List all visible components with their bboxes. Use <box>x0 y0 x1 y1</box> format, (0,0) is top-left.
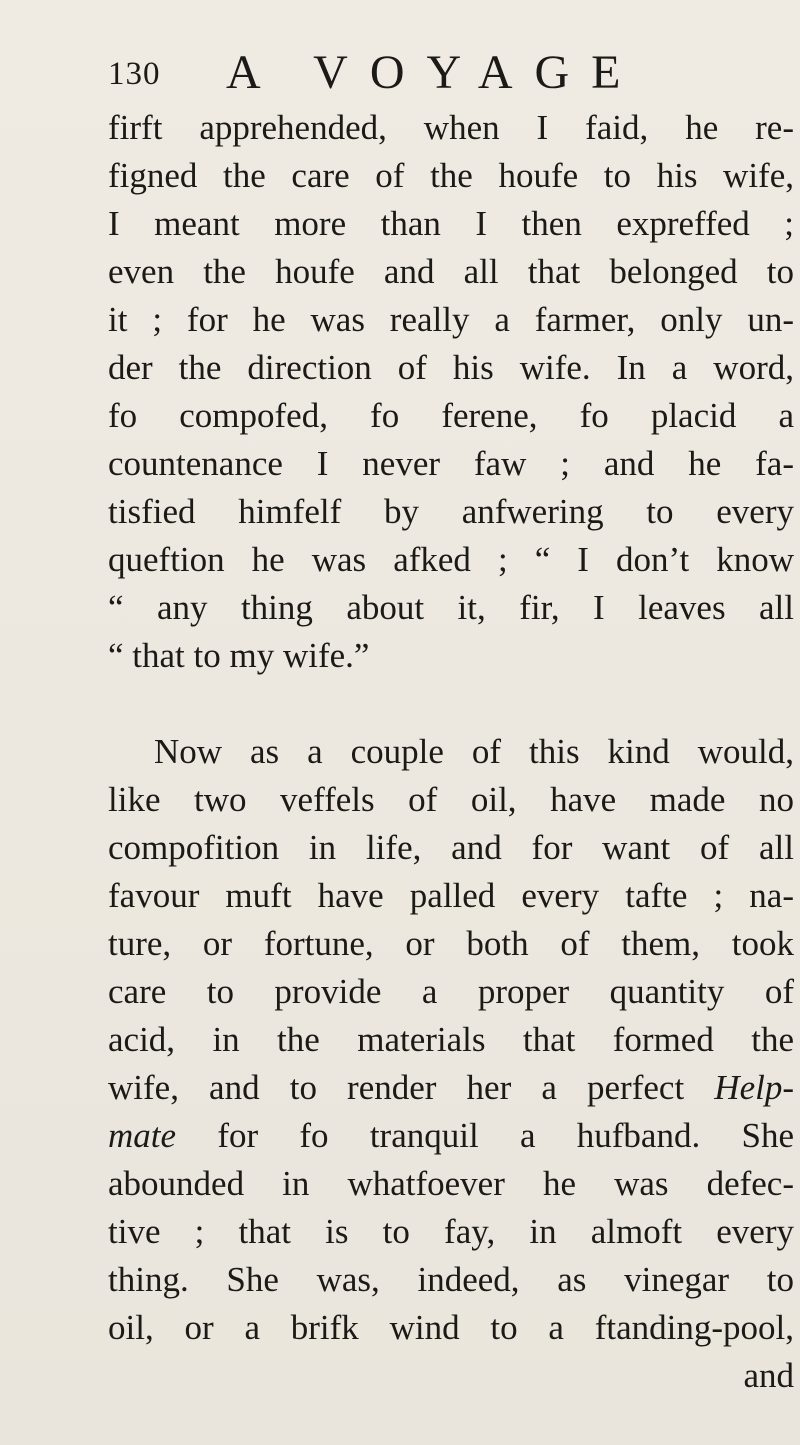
italic-word: Help- <box>714 1068 794 1107</box>
running-head: A VOYAGE <box>226 46 643 99</box>
text-line: care to provide a proper quantity of <box>108 972 794 1011</box>
text-line: tive ; that is to fay, in almoft every <box>108 1212 794 1251</box>
text-line: fo compofed, fo ferene, fo placid a <box>108 396 794 435</box>
page-number: 130 <box>108 56 161 92</box>
page-header <box>108 48 748 98</box>
text-line: acid, in the materials that formed the <box>108 1020 794 1059</box>
text-line: “ any thing about it, fir, I leaves all <box>108 588 794 627</box>
text-line: mate for fo tranquil a hufband. She <box>108 1116 794 1155</box>
text-line: even the houfe and all that belonged to <box>108 252 794 291</box>
text-line: countenance I never faw ; and he fa- <box>108 444 794 483</box>
text-line: compofition in life, and for want of all <box>108 828 794 867</box>
text-line: thing. She was, indeed, as vinegar to <box>108 1260 794 1299</box>
body-text <box>108 104 794 1400</box>
text-line: figned the care of the houfe to his wife, <box>108 156 794 195</box>
text-line: wife, and to render her a perfect Help- <box>108 1068 794 1107</box>
text-line: favour muft have palled every tafte ; na- <box>108 876 794 915</box>
italic-word: mate <box>108 1116 177 1155</box>
text-line: der the direction of his wife. In a word, <box>108 348 794 387</box>
text-line: “ that to my wife.” <box>108 636 370 675</box>
text-line: queftion he was afked ; “ I don’t know <box>108 540 794 579</box>
paragraph-gap <box>108 680 794 728</box>
text-line: I meant more than I then expreffed ; <box>108 204 794 243</box>
text-line: abounded in whatfoever he was defec- <box>108 1164 794 1203</box>
text-line: oil, or a brifk wind to a ftanding-pool, <box>108 1308 794 1347</box>
text-line: firft apprehended, when I faid, he re- <box>108 108 794 147</box>
text-line: like two veffels of oil, have made no <box>108 780 794 819</box>
text-line: Now as a couple of this kind would, <box>154 732 794 771</box>
text-line: tisfied himfelf by anfwering to every <box>108 492 794 531</box>
text-line: it ; for he was really a farmer, only un- <box>108 300 794 339</box>
text-line: ture, or fortune, or both of them, took <box>108 924 794 963</box>
catchword: and <box>743 1356 794 1395</box>
